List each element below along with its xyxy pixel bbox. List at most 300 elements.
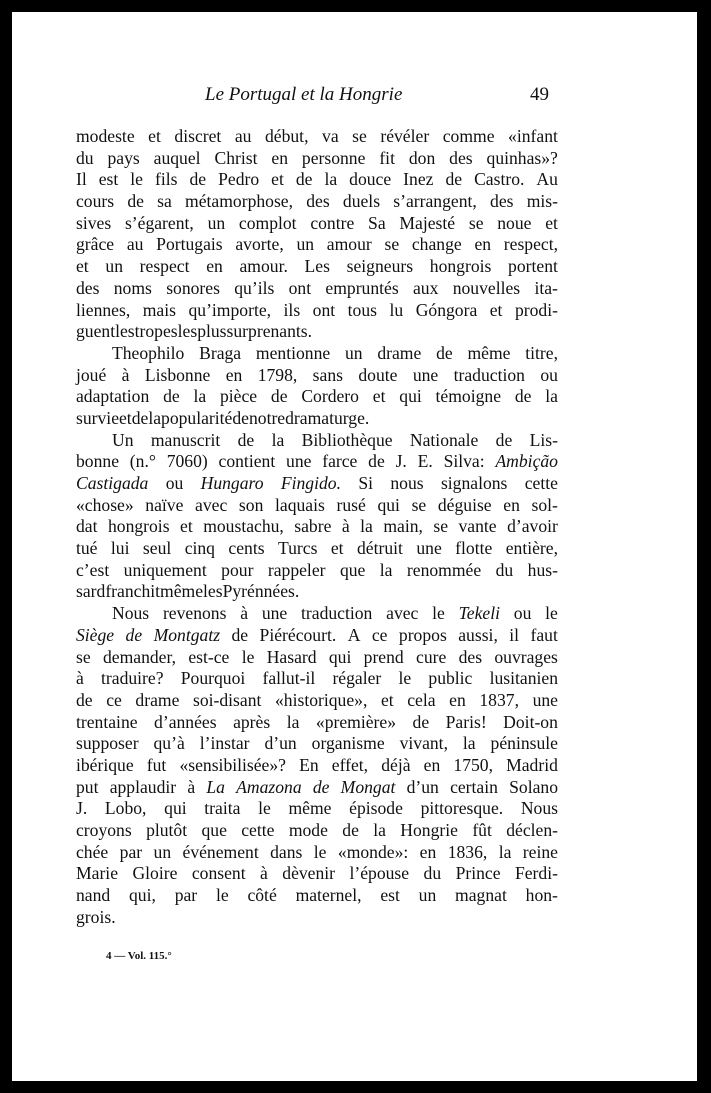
word: vante [458, 516, 497, 537]
word: témoigne [435, 386, 502, 407]
word: et [380, 689, 394, 710]
word: Christ [214, 147, 258, 168]
word: Lis- [529, 429, 558, 450]
word: et [180, 516, 193, 537]
word: Nationale [409, 429, 479, 450]
word: effet, [331, 754, 369, 775]
word: notre [248, 407, 286, 428]
word: trentaine [76, 711, 138, 732]
word: 7060) [166, 451, 208, 472]
word: Doit-on [503, 711, 558, 732]
word: avec [195, 494, 228, 515]
word: contre [310, 212, 355, 233]
text-line [76, 907, 558, 929]
word: hus- [527, 559, 558, 580]
word: de [237, 429, 255, 450]
word: J. [76, 798, 88, 819]
word: tropes [134, 321, 178, 342]
word: flotte [455, 538, 493, 559]
word: se [433, 516, 449, 537]
word: à [187, 776, 196, 797]
word: popularité [161, 407, 233, 428]
text-line [76, 430, 558, 452]
word: de [127, 191, 144, 212]
word: Pedro [218, 169, 260, 190]
word: d’un [406, 776, 439, 797]
text-line [76, 473, 558, 495]
word: don [408, 147, 436, 168]
word: change [411, 234, 462, 255]
word: ont [288, 277, 312, 298]
word: Majesté [399, 212, 456, 233]
word: rappeler [267, 559, 326, 580]
word: applaudir [109, 776, 177, 797]
word: Amazona [236, 776, 302, 797]
word: du [76, 147, 94, 168]
word: de [445, 169, 463, 190]
text-line [76, 148, 558, 170]
word: ont [312, 299, 336, 320]
page-number: 49 [530, 84, 549, 105]
word: de [514, 386, 532, 407]
word: sans [312, 364, 343, 385]
word: d’années [154, 711, 217, 732]
word: que [339, 559, 366, 580]
word: magnat [455, 885, 507, 906]
word: de [189, 169, 207, 190]
word: Madrid [506, 754, 558, 775]
word: qui, [129, 885, 156, 906]
word: l’instar [199, 733, 250, 754]
word: de [125, 624, 143, 645]
word: naïve [145, 494, 184, 515]
word: Au [536, 169, 558, 190]
word: dèvenir [282, 863, 336, 884]
word: Lisbonne [144, 364, 211, 385]
word: joué [76, 364, 107, 385]
word: Solano [509, 776, 558, 797]
word: guent [76, 321, 116, 342]
word: un [153, 841, 172, 862]
word: après [233, 711, 271, 732]
word: noms [113, 277, 152, 298]
word: revenons [162, 603, 227, 624]
word: «sensibilisée»? [179, 754, 286, 775]
word: amour. [239, 256, 288, 277]
word: plutôt [146, 820, 188, 840]
word: un [296, 234, 315, 255]
word: mis- [526, 191, 558, 212]
word: Un [112, 429, 134, 450]
word: à [341, 516, 350, 537]
word: l’épouse [349, 863, 410, 884]
word: au [126, 234, 144, 255]
word: de [76, 689, 93, 710]
word: dramaturge. [285, 407, 370, 428]
page-header [12, 84, 697, 108]
word: Castro. [474, 169, 525, 190]
word: de [232, 407, 249, 428]
text-line [76, 343, 558, 365]
word: un [105, 256, 123, 277]
text-line [76, 213, 558, 235]
word: hon- [525, 885, 558, 906]
text-line [76, 234, 558, 256]
word: des [76, 277, 100, 298]
word: en [474, 234, 492, 255]
text-line [76, 495, 558, 517]
word: la [286, 711, 300, 732]
text-line [76, 408, 558, 430]
word: va [322, 126, 339, 146]
text-line [76, 538, 558, 560]
word: le [545, 603, 558, 624]
text-line [76, 581, 558, 603]
word: propos [398, 624, 447, 645]
word: c’est [76, 559, 110, 580]
word: Góngora [415, 299, 478, 320]
word: prodi- [514, 299, 558, 320]
word: mais [142, 299, 176, 320]
word: et [330, 538, 344, 559]
book-page [12, 12, 697, 1081]
word: entière, [505, 538, 558, 559]
word: organisme [311, 733, 385, 754]
word: nand [76, 885, 111, 906]
word: (n.° [129, 451, 156, 472]
word: respect [139, 256, 190, 277]
word: 1750, [453, 754, 493, 775]
word: ce [371, 624, 388, 645]
text-line [76, 126, 558, 148]
word: traduction [453, 364, 525, 385]
word: de [436, 342, 453, 363]
word: péninsule [490, 733, 558, 754]
word: maternel, [295, 885, 362, 906]
word: certain [450, 776, 498, 797]
word: «monde»: [337, 841, 409, 862]
word: sabre [294, 516, 332, 537]
word: métamorphose, [185, 191, 294, 212]
word: et [148, 126, 161, 146]
word: Lobo, [104, 798, 147, 819]
word: auquel [153, 147, 201, 168]
word: cela [407, 689, 436, 710]
word: qu’ils [234, 277, 275, 298]
word: révéler [380, 126, 430, 146]
word: A [347, 624, 361, 645]
word: drame [135, 689, 180, 710]
word: d’avoir [507, 516, 558, 537]
text-line [76, 603, 558, 625]
word: de [163, 386, 180, 407]
word: seigneurs [346, 256, 414, 277]
word: de [231, 624, 249, 645]
word: qu’importe, [188, 299, 272, 320]
word: hongrois [429, 256, 492, 277]
word: de [412, 711, 430, 732]
word: aux [413, 277, 439, 298]
word: «infant [508, 126, 558, 146]
word: un [207, 212, 226, 233]
word: complot [238, 212, 297, 233]
word: une [412, 364, 439, 385]
word: moustachu, [203, 516, 284, 537]
word: pour [221, 559, 254, 580]
word: se [384, 234, 400, 255]
text-line [76, 842, 558, 864]
word: le [241, 646, 255, 667]
word: à [260, 863, 268, 884]
word: nouvelles [452, 277, 521, 298]
word: Siège [76, 624, 115, 645]
word: Paris! [445, 711, 487, 732]
word: la [193, 386, 207, 407]
word: aussi, [458, 624, 498, 645]
word: Hongrie [400, 820, 458, 840]
word: s’égarent, [124, 212, 194, 233]
word: avec [386, 603, 419, 624]
word: Silva: [443, 451, 485, 472]
word: de [312, 776, 330, 797]
word: cette [524, 473, 558, 493]
word: les [203, 581, 223, 602]
word: Gloire [132, 863, 178, 884]
word: est-ce [188, 646, 230, 667]
word: Turcs [277, 538, 318, 559]
word: traduction [301, 603, 373, 624]
text-line [76, 321, 558, 343]
word: se [352, 126, 367, 146]
word: plus [197, 321, 227, 342]
word: et [372, 386, 386, 407]
word: Piérécourt. [259, 624, 337, 645]
word: croyons [76, 820, 132, 840]
word: déguise [437, 494, 492, 515]
word: le [258, 798, 271, 819]
word: grâce [76, 234, 115, 255]
text-line [76, 300, 558, 322]
word: Montgatz [153, 624, 221, 645]
word: est [98, 169, 119, 190]
word: qui [164, 798, 187, 819]
word: sard [76, 581, 106, 602]
word: une [416, 538, 442, 559]
word: fût [472, 820, 492, 840]
word: titre, [525, 342, 558, 363]
word: fit [379, 147, 395, 168]
word: quinhas»? [486, 147, 558, 168]
word: même [288, 798, 332, 819]
word: cinq [184, 538, 215, 559]
word: Ambição [495, 451, 558, 472]
word: E. [417, 451, 433, 472]
word: portent [508, 256, 558, 277]
word: 1836, [447, 841, 488, 862]
word: survie [76, 407, 119, 428]
word: traduire? [101, 668, 164, 689]
text-line [76, 191, 558, 213]
word: ou [165, 473, 184, 493]
word: il [509, 624, 520, 645]
word: hongrois [107, 516, 170, 537]
word: la [462, 733, 476, 754]
word: ou [540, 364, 558, 385]
word: renommée [406, 559, 482, 580]
word: et [489, 299, 503, 320]
word: même [467, 342, 511, 363]
word: qui [328, 646, 352, 667]
word: tous [347, 299, 377, 320]
word: consent [191, 863, 246, 884]
word: d’un [264, 733, 297, 754]
text-line [76, 777, 558, 799]
word: chée [76, 841, 109, 862]
word: au [234, 126, 252, 146]
word: événement [182, 841, 259, 862]
word: à [240, 603, 249, 624]
word: de [342, 820, 359, 840]
word: Ferdi- [514, 863, 558, 884]
word: bonne [76, 451, 119, 472]
word: déjà [381, 754, 411, 775]
word: Cordero [301, 386, 359, 407]
word: avorte, [235, 234, 284, 255]
word: Mongat [340, 776, 396, 797]
word: qui [377, 494, 400, 515]
word: la [148, 407, 162, 428]
word: surprenants. [226, 321, 313, 342]
word: les [115, 321, 135, 342]
word: doute [358, 364, 398, 385]
word: noue [497, 212, 532, 233]
word: lu [389, 299, 404, 320]
word: le [313, 841, 327, 862]
word: rusé [336, 494, 366, 515]
word: «première» [315, 711, 397, 732]
word: une [286, 451, 312, 472]
word: La [206, 776, 225, 797]
word: le [398, 668, 412, 689]
word: la [360, 516, 373, 537]
word: modeste [76, 126, 135, 146]
word: en [449, 689, 466, 710]
word: franchit [105, 581, 161, 602]
word: contient [218, 451, 276, 472]
word: le [130, 169, 143, 190]
word: En [299, 754, 319, 775]
word: seul [142, 538, 172, 559]
word: douce [349, 169, 392, 190]
word: ce [106, 689, 122, 710]
word: Les [304, 256, 330, 277]
word: des [458, 646, 483, 667]
word: mode [288, 820, 328, 840]
word: sives [76, 212, 112, 233]
word: se [468, 212, 484, 233]
word: la [271, 429, 285, 450]
word: une [261, 603, 288, 624]
text-line [76, 386, 558, 408]
word: par [119, 841, 143, 862]
word: détruit [356, 538, 403, 559]
word: 1837, [479, 689, 519, 710]
word: lui [110, 538, 130, 559]
text-line [76, 690, 558, 712]
word: «chose» [76, 494, 134, 515]
word: épisode [349, 798, 403, 819]
word: côté [247, 885, 277, 906]
word: Marie [76, 863, 119, 884]
text-line [76, 820, 558, 842]
word: du [423, 863, 442, 884]
word: cents [228, 538, 265, 559]
word: prend [363, 646, 404, 667]
word: sa [157, 191, 172, 212]
word: supposer [76, 733, 139, 754]
word: Bibliothèque [301, 429, 393, 450]
word: le [432, 603, 445, 624]
word: ouvrages [494, 646, 558, 667]
word: régaler [332, 668, 382, 689]
word: en [423, 754, 441, 775]
word: en [206, 256, 223, 277]
word: la [324, 169, 338, 190]
word: des [449, 147, 473, 168]
running-title: Le Portugal et la Hongrie [205, 84, 403, 105]
word: se [76, 646, 91, 667]
word: Fingido. [280, 473, 341, 493]
word: Si [358, 473, 373, 493]
word: manuscrit [150, 429, 221, 450]
text-line [76, 733, 558, 755]
word: soi-disant [192, 689, 262, 710]
body-text [76, 126, 558, 928]
word: que [201, 820, 227, 840]
word: des [306, 191, 330, 212]
word: la [498, 841, 512, 862]
word: cure [416, 646, 447, 667]
word: Pyrénnées. [222, 581, 300, 602]
word: à [121, 364, 130, 385]
word: Sa [368, 212, 386, 233]
word: J. [395, 451, 407, 472]
word: amour [326, 234, 372, 255]
word: signalons [440, 473, 508, 493]
text-line [76, 560, 558, 582]
word: est [380, 885, 400, 906]
word: reine [522, 841, 558, 862]
word: de [131, 407, 149, 428]
word: liennes, [76, 299, 131, 320]
word: Pourquoi [180, 668, 246, 689]
word: respect, [503, 234, 558, 255]
word: 1798, [257, 364, 298, 385]
word: fils [155, 169, 178, 190]
word: grois. [76, 906, 116, 927]
word: vivant, [399, 733, 448, 754]
word: un [418, 885, 437, 906]
word: Il [76, 169, 87, 190]
word: son [238, 494, 264, 515]
word: se [411, 494, 427, 515]
word: Inez [403, 169, 434, 190]
word: la [545, 386, 558, 407]
word: demander, [102, 646, 177, 667]
word: une [532, 689, 558, 710]
word: Castigada [76, 473, 149, 493]
word: de [295, 169, 313, 190]
